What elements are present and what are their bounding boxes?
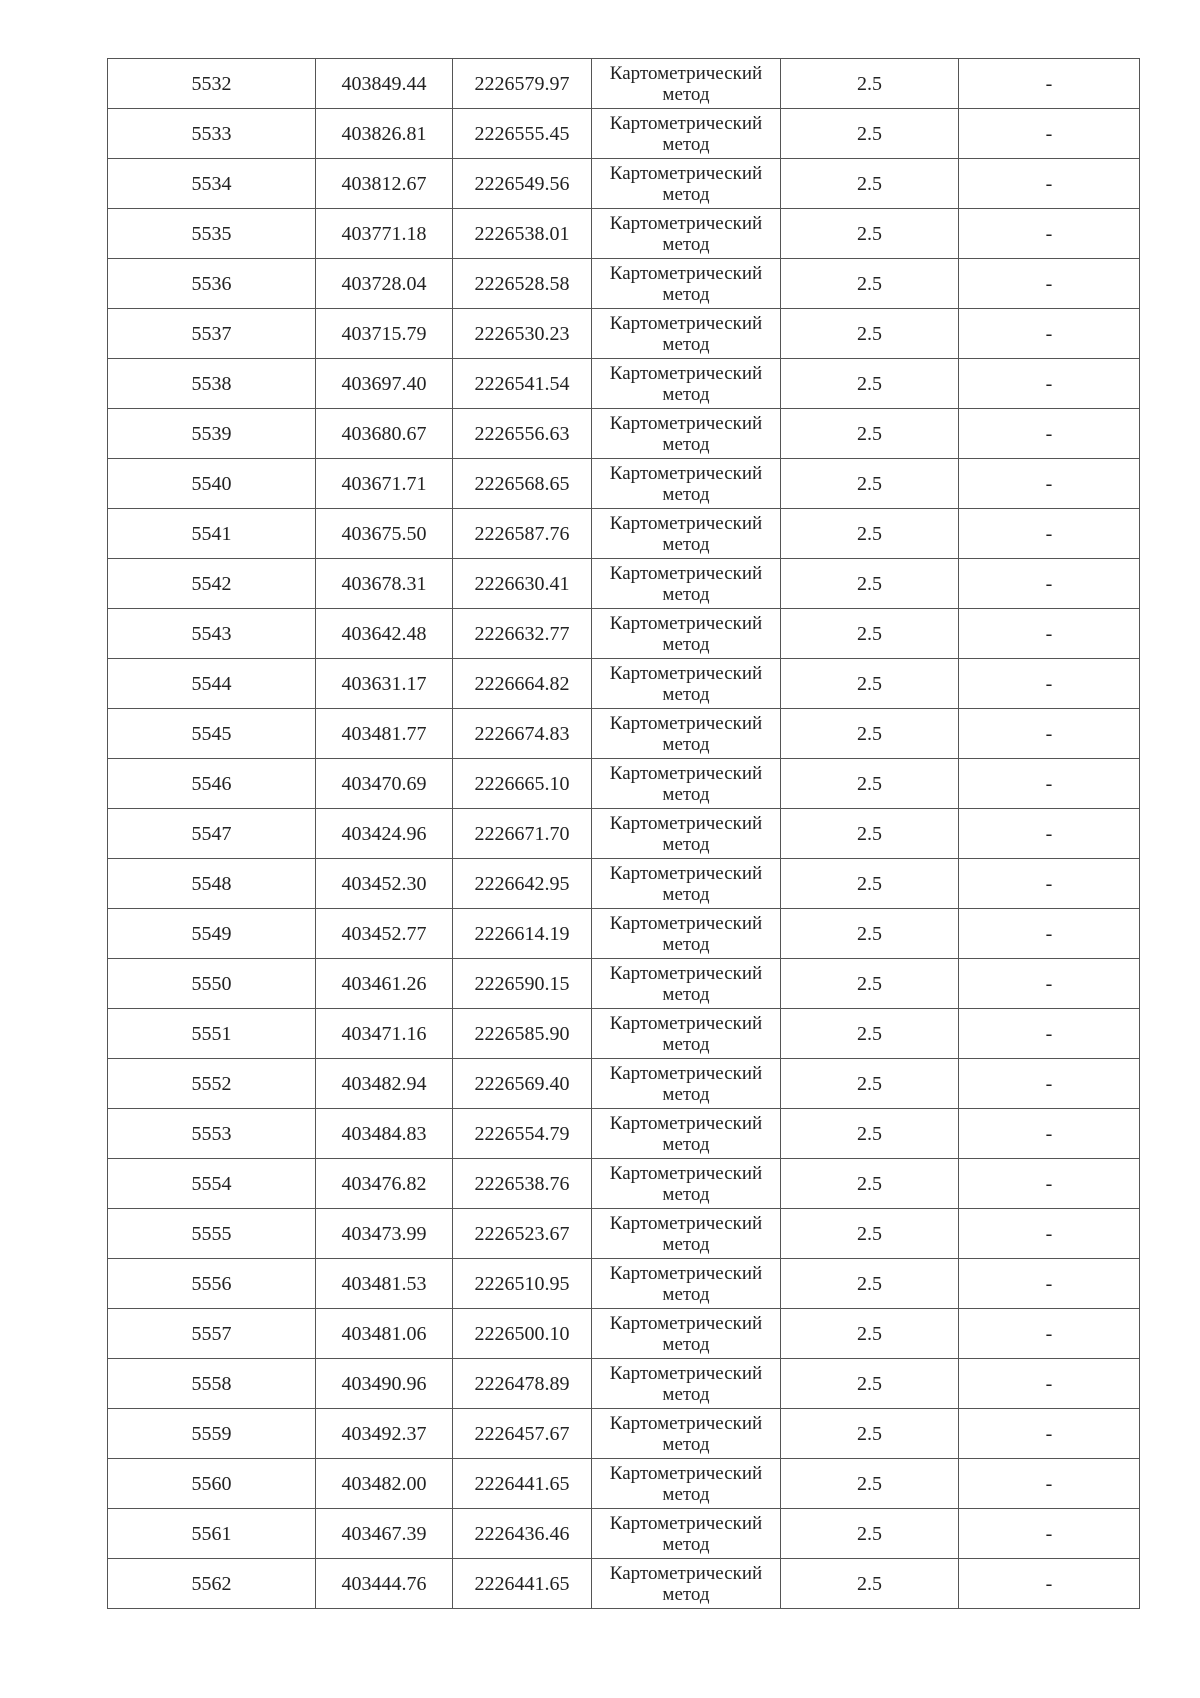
method-line-2: метод: [662, 1233, 710, 1255]
table-row: [108, 409, 1140, 459]
table-row: [108, 1259, 1140, 1309]
table-row: [108, 1509, 1140, 1559]
note-cell: -: [959, 1109, 1140, 1159]
method-line-2: метод: [662, 683, 710, 705]
note-cell: -: [959, 309, 1140, 359]
method-line-2: метод: [662, 1183, 710, 1205]
accuracy-cell: 2.5: [781, 409, 959, 459]
note-cell: -: [959, 1359, 1140, 1409]
method-cell: [592, 1159, 781, 1209]
method-line-2: метод: [662, 933, 710, 955]
method-line-1: Картометрический: [609, 162, 763, 184]
note-cell: -: [959, 109, 1140, 159]
note-cell: -: [959, 1009, 1140, 1059]
note-cell: -: [959, 759, 1140, 809]
note-cell: -: [959, 859, 1140, 909]
accuracy-cell: 2.5: [781, 359, 959, 409]
point-number-cell: 5561: [108, 1509, 316, 1559]
x-coordinate-cell: 403490.96: [316, 1359, 453, 1409]
point-number-cell: 5556: [108, 1259, 316, 1309]
table-row: [108, 1059, 1140, 1109]
method-line-2: метод: [662, 183, 710, 205]
y-coordinate-cell: 2226556.63: [453, 409, 592, 459]
table-row: [108, 159, 1140, 209]
method-line-1: Картометрический: [609, 62, 763, 84]
method-cell: [592, 259, 781, 309]
x-coordinate-cell: 403678.31: [316, 559, 453, 609]
method-line-1: Картометрический: [609, 512, 763, 534]
x-coordinate-cell: 403452.77: [316, 909, 453, 959]
y-coordinate-cell: 2226538.01: [453, 209, 592, 259]
y-coordinate-cell: 2226674.83: [453, 709, 592, 759]
method-line-2: метод: [662, 233, 710, 255]
method-cell: [592, 909, 781, 959]
x-coordinate-cell: 403728.04: [316, 259, 453, 309]
point-number-cell: 5554: [108, 1159, 316, 1209]
x-coordinate-cell: 403697.40: [316, 359, 453, 409]
method-cell: [592, 459, 781, 509]
method-cell: [592, 1359, 781, 1409]
x-coordinate-cell: 403671.71: [316, 459, 453, 509]
note-cell: -: [959, 209, 1140, 259]
accuracy-cell: 2.5: [781, 259, 959, 309]
x-coordinate-cell: 403482.94: [316, 1059, 453, 1109]
x-coordinate-cell: 403482.00: [316, 1459, 453, 1509]
point-number-cell: 5546: [108, 759, 316, 809]
accuracy-cell: 2.5: [781, 1159, 959, 1209]
y-coordinate-cell: 2226590.15: [453, 959, 592, 1009]
note-cell: -: [959, 609, 1140, 659]
y-coordinate-cell: 2226436.46: [453, 1509, 592, 1559]
accuracy-cell: 2.5: [781, 959, 959, 1009]
y-coordinate-cell: 2226549.56: [453, 159, 592, 209]
method-line-2: метод: [662, 733, 710, 755]
method-line-1: Картометрический: [609, 812, 763, 834]
accuracy-cell: 2.5: [781, 509, 959, 559]
y-coordinate-cell: 2226554.79: [453, 1109, 592, 1159]
accuracy-cell: 2.5: [781, 1209, 959, 1259]
note-cell: -: [959, 359, 1140, 409]
method-line-2: метод: [662, 633, 710, 655]
point-number-cell: 5557: [108, 1309, 316, 1359]
point-number-cell: 5536: [108, 259, 316, 309]
method-cell: [592, 1059, 781, 1109]
method-line-2: метод: [662, 83, 710, 105]
method-line-1: Картометрический: [609, 1412, 763, 1434]
y-coordinate-cell: 2226523.67: [453, 1209, 592, 1259]
method-cell: [592, 1559, 781, 1609]
method-cell: [592, 1209, 781, 1259]
x-coordinate-cell: 403470.69: [316, 759, 453, 809]
method-cell: [592, 309, 781, 359]
note-cell: -: [959, 659, 1140, 709]
method-cell: [592, 859, 781, 909]
y-coordinate-cell: 2226541.54: [453, 359, 592, 409]
table-row: [108, 959, 1140, 1009]
point-number-cell: 5562: [108, 1559, 316, 1609]
x-coordinate-cell: 403471.16: [316, 1009, 453, 1059]
method-line-2: метод: [662, 783, 710, 805]
table-row: [108, 359, 1140, 409]
y-coordinate-cell: 2226528.58: [453, 259, 592, 309]
x-coordinate-cell: 403424.96: [316, 809, 453, 859]
point-number-cell: 5552: [108, 1059, 316, 1109]
table-row: [108, 109, 1140, 159]
x-coordinate-cell: 403473.99: [316, 1209, 453, 1259]
accuracy-cell: 2.5: [781, 59, 959, 109]
accuracy-cell: 2.5: [781, 859, 959, 909]
accuracy-cell: 2.5: [781, 209, 959, 259]
method-line-2: метод: [662, 1583, 710, 1605]
note-cell: -: [959, 1259, 1140, 1309]
method-line-2: метод: [662, 1133, 710, 1155]
accuracy-cell: 2.5: [781, 1109, 959, 1159]
method-line-2: метод: [662, 1333, 710, 1355]
method-cell: [592, 409, 781, 459]
method-line-2: метод: [662, 1083, 710, 1105]
note-cell: -: [959, 1209, 1140, 1259]
method-line-2: метод: [662, 283, 710, 305]
method-line-1: Картометрический: [609, 262, 763, 284]
accuracy-cell: 2.5: [781, 1309, 959, 1359]
method-line-1: Картометрический: [609, 962, 763, 984]
x-coordinate-cell: 403812.67: [316, 159, 453, 209]
method-line-2: метод: [662, 383, 710, 405]
method-line-2: метод: [662, 1483, 710, 1505]
y-coordinate-cell: 2226441.65: [453, 1459, 592, 1509]
method-line-1: Картометрический: [609, 1512, 763, 1534]
point-number-cell: 5559: [108, 1409, 316, 1459]
table-row: [108, 659, 1140, 709]
note-cell: -: [959, 59, 1140, 109]
y-coordinate-cell: 2226500.10: [453, 1309, 592, 1359]
method-cell: [592, 709, 781, 759]
point-number-cell: 5541: [108, 509, 316, 559]
method-line-2: метод: [662, 1533, 710, 1555]
note-cell: -: [959, 1509, 1140, 1559]
x-coordinate-cell: 403452.30: [316, 859, 453, 909]
y-coordinate-cell: 2226441.65: [453, 1559, 592, 1609]
x-coordinate-cell: 403771.18: [316, 209, 453, 259]
method-line-1: Картометрический: [609, 612, 763, 634]
method-line-2: метод: [662, 533, 710, 555]
note-cell: -: [959, 509, 1140, 559]
table-row: [108, 509, 1140, 559]
table-row: [108, 1359, 1140, 1409]
method-line-2: метод: [662, 133, 710, 155]
accuracy-cell: 2.5: [781, 559, 959, 609]
note-cell: -: [959, 1559, 1140, 1609]
method-cell: [592, 759, 781, 809]
y-coordinate-cell: 2226614.19: [453, 909, 592, 959]
method-line-2: метод: [662, 433, 710, 455]
method-line-1: Картометрический: [609, 562, 763, 584]
table-row: [108, 1409, 1140, 1459]
method-cell: [592, 1309, 781, 1359]
x-coordinate-cell: 403484.83: [316, 1109, 453, 1159]
table-row: [108, 309, 1140, 359]
method-line-1: Картометрический: [609, 1212, 763, 1234]
x-coordinate-cell: 403849.44: [316, 59, 453, 109]
x-coordinate-cell: 403444.76: [316, 1559, 453, 1609]
method-cell: [592, 209, 781, 259]
x-coordinate-cell: 403467.39: [316, 1509, 453, 1559]
point-number-cell: 5540: [108, 459, 316, 509]
method-line-1: Картометрический: [609, 1012, 763, 1034]
method-line-1: Картометрический: [609, 912, 763, 934]
method-line-1: Картометрический: [609, 1562, 763, 1584]
point-number-cell: 5560: [108, 1459, 316, 1509]
accuracy-cell: 2.5: [781, 459, 959, 509]
y-coordinate-cell: 2226555.45: [453, 109, 592, 159]
method-cell: [592, 509, 781, 559]
method-line-2: метод: [662, 883, 710, 905]
method-cell: [592, 659, 781, 709]
point-number-cell: 5558: [108, 1359, 316, 1409]
method-line-1: Картометрический: [609, 1362, 763, 1384]
y-coordinate-cell: 2226510.95: [453, 1259, 592, 1309]
point-number-cell: 5549: [108, 909, 316, 959]
point-number-cell: 5533: [108, 109, 316, 159]
method-line-1: Картометрический: [609, 312, 763, 334]
y-coordinate-cell: 2226478.89: [453, 1359, 592, 1409]
note-cell: -: [959, 459, 1140, 509]
table-row: [108, 1559, 1140, 1609]
table-row: [108, 1309, 1140, 1359]
method-line-2: метод: [662, 1283, 710, 1305]
x-coordinate-cell: 403675.50: [316, 509, 453, 559]
method-line-1: Картометрический: [609, 412, 763, 434]
accuracy-cell: 2.5: [781, 709, 959, 759]
y-coordinate-cell: 2226568.65: [453, 459, 592, 509]
note-cell: -: [959, 409, 1140, 459]
table-row: [108, 209, 1140, 259]
method-line-2: метод: [662, 1433, 710, 1455]
point-number-cell: 5553: [108, 1109, 316, 1159]
table-row: [108, 1159, 1140, 1209]
note-cell: -: [959, 559, 1140, 609]
method-cell: [592, 1259, 781, 1309]
table-row: [108, 459, 1140, 509]
x-coordinate-cell: 403481.06: [316, 1309, 453, 1359]
point-number-cell: 5547: [108, 809, 316, 859]
method-line-1: Картометрический: [609, 1262, 763, 1284]
method-line-1: Картометрический: [609, 1462, 763, 1484]
y-coordinate-cell: 2226579.97: [453, 59, 592, 109]
table-row: [108, 559, 1140, 609]
method-line-1: Картометрический: [609, 1112, 763, 1134]
method-line-2: метод: [662, 583, 710, 605]
method-line-1: Картометрический: [609, 1312, 763, 1334]
method-cell: [592, 1459, 781, 1509]
table-row: [108, 59, 1140, 109]
accuracy-cell: 2.5: [781, 1409, 959, 1459]
method-line-1: Картометрический: [609, 662, 763, 684]
y-coordinate-cell: 2226530.23: [453, 309, 592, 359]
point-number-cell: 5555: [108, 1209, 316, 1259]
y-coordinate-cell: 2226642.95: [453, 859, 592, 909]
y-coordinate-cell: 2226538.76: [453, 1159, 592, 1209]
x-coordinate-cell: 403481.53: [316, 1259, 453, 1309]
y-coordinate-cell: 2226671.70: [453, 809, 592, 859]
table-row: [108, 709, 1140, 759]
note-cell: -: [959, 709, 1140, 759]
accuracy-cell: 2.5: [781, 159, 959, 209]
note-cell: -: [959, 159, 1140, 209]
y-coordinate-cell: 2226569.40: [453, 1059, 592, 1109]
method-cell: [592, 1109, 781, 1159]
point-number-cell: 5542: [108, 559, 316, 609]
method-line-2: метод: [662, 333, 710, 355]
note-cell: -: [959, 1159, 1140, 1209]
x-coordinate-cell: 403461.26: [316, 959, 453, 1009]
method-cell: [592, 1009, 781, 1059]
x-coordinate-cell: 403476.82: [316, 1159, 453, 1209]
accuracy-cell: 2.5: [781, 109, 959, 159]
accuracy-cell: 2.5: [781, 1009, 959, 1059]
y-coordinate-cell: 2226457.67: [453, 1409, 592, 1459]
method-line-1: Картометрический: [609, 712, 763, 734]
point-number-cell: 5534: [108, 159, 316, 209]
method-line-2: метод: [662, 833, 710, 855]
table-row: [108, 859, 1140, 909]
method-cell: [592, 809, 781, 859]
method-line-2: метод: [662, 1383, 710, 1405]
point-number-cell: 5544: [108, 659, 316, 709]
accuracy-cell: 2.5: [781, 1259, 959, 1309]
method-cell: [592, 1409, 781, 1459]
table-row: [108, 259, 1140, 309]
x-coordinate-cell: 403492.37: [316, 1409, 453, 1459]
method-cell: [592, 559, 781, 609]
coordinates-table-body: [108, 59, 1140, 1609]
accuracy-cell: 2.5: [781, 1359, 959, 1409]
point-number-cell: 5550: [108, 959, 316, 1009]
note-cell: -: [959, 259, 1140, 309]
accuracy-cell: 2.5: [781, 809, 959, 859]
table-row: [108, 609, 1140, 659]
note-cell: -: [959, 1309, 1140, 1359]
coordinates-table: [107, 58, 1140, 1609]
method-line-2: метод: [662, 483, 710, 505]
point-number-cell: 5539: [108, 409, 316, 459]
accuracy-cell: 2.5: [781, 1559, 959, 1609]
method-line-1: Картометрический: [609, 762, 763, 784]
table-row: [108, 909, 1140, 959]
y-coordinate-cell: 2226632.77: [453, 609, 592, 659]
y-coordinate-cell: 2226587.76: [453, 509, 592, 559]
y-coordinate-cell: 2226665.10: [453, 759, 592, 809]
table-row: [108, 1109, 1140, 1159]
accuracy-cell: 2.5: [781, 759, 959, 809]
x-coordinate-cell: 403826.81: [316, 109, 453, 159]
accuracy-cell: 2.5: [781, 1059, 959, 1109]
accuracy-cell: 2.5: [781, 609, 959, 659]
accuracy-cell: 2.5: [781, 1459, 959, 1509]
method-line-1: Картометрический: [609, 212, 763, 234]
table-row: [108, 1009, 1140, 1059]
x-coordinate-cell: 403715.79: [316, 309, 453, 359]
note-cell: -: [959, 809, 1140, 859]
method-cell: [592, 1509, 781, 1559]
point-number-cell: 5548: [108, 859, 316, 909]
method-line-1: Картометрический: [609, 1162, 763, 1184]
x-coordinate-cell: 403642.48: [316, 609, 453, 659]
method-line-1: Картометрический: [609, 362, 763, 384]
method-cell: [592, 109, 781, 159]
method-cell: [592, 159, 781, 209]
method-cell: [592, 959, 781, 1009]
y-coordinate-cell: 2226630.41: [453, 559, 592, 609]
point-number-cell: 5543: [108, 609, 316, 659]
y-coordinate-cell: 2226664.82: [453, 659, 592, 709]
table-row: [108, 809, 1140, 859]
y-coordinate-cell: 2226585.90: [453, 1009, 592, 1059]
method-cell: [592, 609, 781, 659]
method-line-1: Картометрический: [609, 862, 763, 884]
point-number-cell: 5537: [108, 309, 316, 359]
accuracy-cell: 2.5: [781, 309, 959, 359]
x-coordinate-cell: 403631.17: [316, 659, 453, 709]
accuracy-cell: 2.5: [781, 659, 959, 709]
point-number-cell: 5545: [108, 709, 316, 759]
table-row: [108, 759, 1140, 809]
method-line-1: Картометрический: [609, 462, 763, 484]
method-cell: [592, 59, 781, 109]
note-cell: -: [959, 1059, 1140, 1109]
x-coordinate-cell: 403680.67: [316, 409, 453, 459]
table-row: [108, 1209, 1140, 1259]
accuracy-cell: 2.5: [781, 909, 959, 959]
x-coordinate-cell: 403481.77: [316, 709, 453, 759]
note-cell: -: [959, 1409, 1140, 1459]
accuracy-cell: 2.5: [781, 1509, 959, 1559]
method-line-1: Картометрический: [609, 1062, 763, 1084]
method-line-2: метод: [662, 1033, 710, 1055]
method-line-2: метод: [662, 983, 710, 1005]
point-number-cell: 5538: [108, 359, 316, 409]
note-cell: -: [959, 909, 1140, 959]
table-row: [108, 1459, 1140, 1509]
point-number-cell: 5551: [108, 1009, 316, 1059]
note-cell: -: [959, 1459, 1140, 1509]
note-cell: -: [959, 959, 1140, 1009]
method-cell: [592, 359, 781, 409]
point-number-cell: 5535: [108, 209, 316, 259]
point-number-cell: 5532: [108, 59, 316, 109]
method-line-1: Картометрический: [609, 112, 763, 134]
